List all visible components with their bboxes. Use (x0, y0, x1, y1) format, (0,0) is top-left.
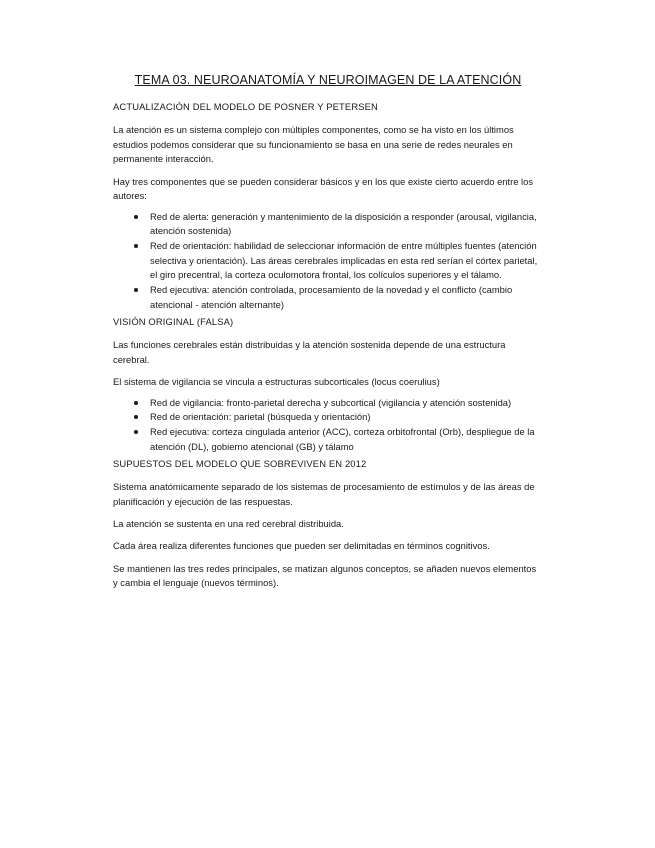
paragraph: Hay tres componentes que se pueden considerar básicos y en los que existe cierto acuerdo entre los autores: (113, 175, 534, 202)
document-title: TEMA 03. NEUROANATOMÍA Y NEUROIMAGEN DE LA ATENCIÓN (134, 73, 522, 87)
bullet-list (113, 210, 543, 313)
paragraph: La atención es un sistema complejo con múltiples componentes, como se ha visto en los últimos estudios podemos considerar que su funcionamiento se basa en una serie de redes neurales en permanente interacción. (113, 124, 514, 165)
document-page (113, 72, 543, 599)
list-item: Red ejecutiva: corteza cingulada anterior (ACC), corteza orbitofrontal (Orb), despliegue de la atención (DL), gobierno atencional (GB) y tálamo (150, 425, 543, 454)
list-item: Red de orientación: habilidad de seleccionar información de entre múltiples fuentes (atención selectiva y orientación). Las áreas cerebrales implicadas en esta red serían el córtex parietal, el giro precentral, la corteza oculomotora frontal, los colículos superiores y el tálamo. (150, 239, 543, 283)
paragraph: El sistema de vigilancia se vincula a estructuras subcorticales (locus coerulius) (113, 376, 440, 388)
paragraph: Sistema anatómicamente separado de los sistemas de procesamiento de estímulos y de las áreas de planificación y ejecución de las respuestas. (113, 481, 535, 508)
list-item: Red de orientación: parietal (búsqueda y orientación) (150, 410, 543, 425)
section-heading-vision-original: VISIÓN ORIGINAL (FALSA) (113, 316, 234, 328)
paragraph: Se mantienen las tres redes principales, se matizan algunos conceptos, se añaden nuevos elementos y cambia el lenguaje (nuevos términos). (113, 562, 537, 589)
list-item: Red ejecutiva: atención controlada, procesamiento de la novedad y el conflicto (cambio atencional - atención alternante) (150, 283, 543, 312)
paragraph: La atención se sustenta en una red cerebral distribuida. (113, 518, 344, 530)
section-heading-supuestos: SUPUESTOS DEL MODELO QUE SOBREVIVEN EN 2012 (113, 458, 367, 470)
bullet-list (113, 396, 543, 455)
list-item: Red de alerta: generación y mantenimiento de la disposición a responder (arousal, vigilancia, atención sostenida) (150, 210, 543, 239)
section-heading-posner: ACTUALIZACIÓN DEL MODELO DE POSNER Y PETERSEN (113, 101, 378, 112)
paragraph: Las funciones cerebrales están distribuidas y la atención sostenida depende de una estructura cerebral. (113, 339, 506, 366)
list-item: Red de vigilancia: fronto-parietal derecha y subcortical (vigilancia y atención sostenida) (150, 396, 543, 411)
paragraph: Cada área realiza diferentes funciones que pueden ser delimitadas en términos cognitivos. (113, 540, 490, 552)
